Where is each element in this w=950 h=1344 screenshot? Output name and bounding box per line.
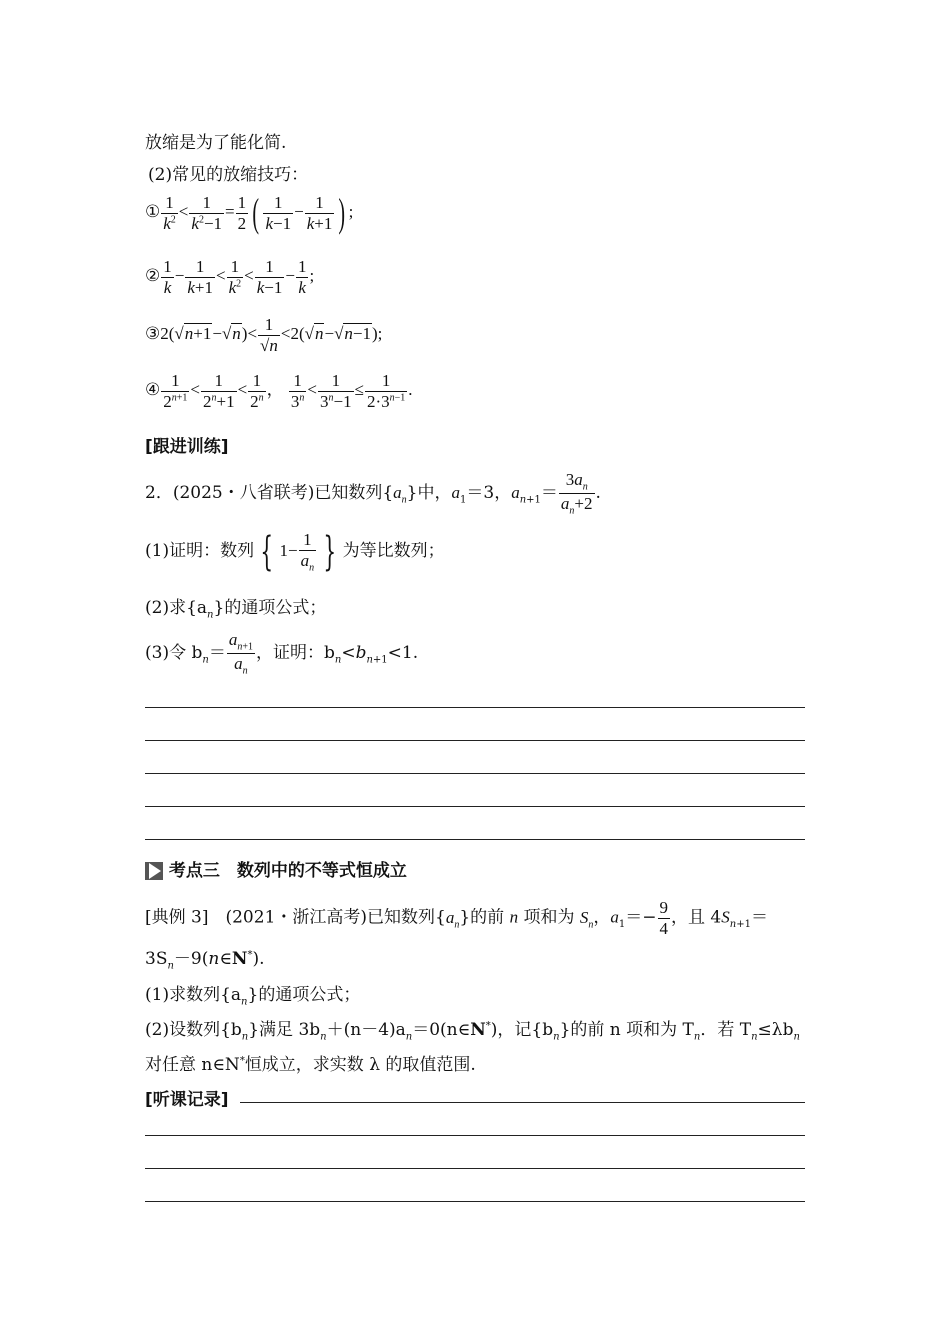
problem-2-q2-tail: }的通项公式； xyxy=(213,598,327,618)
formula-1: ① $\frac{1}{k^2}$ < $\frac{1}{k^2-1}$ = $\frac{1}{2}$ ( $\frac{1}{k-1}$ − $\frac{1}{k+1}$ ) ; xyxy=(145,190,354,236)
section-heading xyxy=(145,856,407,881)
example-3-q2-line-2: 对任意 n∈N*恒成立，求实数 λ 的取值范围. xyxy=(145,1055,476,1075)
example-3-tail: ，且 4 xyxy=(671,907,722,928)
q2-part-e: )，记{b xyxy=(490,1020,554,1040)
example-3-label: [典例 3] xyxy=(145,907,209,928)
example-3-q1: (1)求数列$\{a_n\}$的通项公式； xyxy=(145,985,361,1008)
q2-line2-text: 对任意 n∈N xyxy=(145,1055,240,1075)
intro-line-2: (2)常见的放缩技巧： xyxy=(148,165,309,185)
answer-line xyxy=(145,740,805,741)
q2-part-b: }满足 3b xyxy=(248,1020,321,1040)
example-3-q2: (2)设数列$\{b_n\}$满足 $3b_n+(n-4)a_n=0(n\in N^*)$，记$\{b_n\}$的前 n 项和为 $T_n$．若 $T_n\le\lambda b_n$ xyxy=(145,1020,800,1043)
q2-part-a: (2)设数列{b xyxy=(145,1020,242,1040)
example-3-line-2: $3S_n-9(n\in N^*)$. xyxy=(145,949,265,972)
answer-line xyxy=(145,839,805,840)
problem-2-q1-text: (1)证明：数列 xyxy=(145,541,255,562)
notes-line xyxy=(240,1102,805,1103)
formula-3-mark: ③ xyxy=(145,323,161,343)
intro-line-1: 放缩是为了能化简. xyxy=(145,133,287,153)
followup-title: [跟进训练] xyxy=(145,437,229,457)
notes-line xyxy=(145,1201,805,1202)
problem-2-q3: (3)令 $b_n=$ $\frac{a_{n+1}}{a_n}$ ，证明：$b_n<b_{n+1}<1$. xyxy=(145,630,419,677)
notes-line xyxy=(145,1135,805,1136)
q2-part-g: ．若 T xyxy=(700,1020,752,1040)
formula-2: ② $\frac{1}{k}$ − $\frac{1}{k+1}$ < $\frac{1}{k^2}$ < $\frac{1}{k-1}$ − $\frac{1}{k}$ ; xyxy=(145,257,315,297)
example-3-stem: [典例 3] (2021・浙江高考)已知数列$\{a_n\}$的前 n 项和为 $S_n$，$a_1=-$ $\frac{9}{4}$ ，且 $4S_{n+1}=$ xyxy=(145,898,768,938)
problem-2-stem: 2．(2025・八省联考)已知数列$\{a_n\}$中，$a_1=3$，$a_{n+1}=$ $\frac{3a_n}{a_n+2}$ . xyxy=(145,470,601,517)
example-3-q1-text: (1)求数列{a xyxy=(145,985,242,1005)
answer-line xyxy=(145,707,805,708)
play-triangle-icon xyxy=(145,862,163,880)
formula-4: ④ $\frac{1}{2^{n+1}}$ < $\frac{1}{2^n+1}$ < $\frac{1}{2^n}$ ， $\frac{1}{3^n}$ < $\frac{1}{3^n-1}$ ≤ $\frac{1}{2\cdot 3^{n-1}}$ . xyxy=(145,371,413,411)
formula-2-mark: ② xyxy=(145,265,161,285)
q2-part-f: }的前 n 项和为 T xyxy=(559,1020,694,1040)
answer-line xyxy=(145,773,805,774)
section-title: 考点三 数列中的不等式恒成立 xyxy=(168,861,407,881)
q2-line2-tail: 恒成立，求实数 λ 的取值范围. xyxy=(244,1055,476,1075)
example-3-q1-tail: }的通项公式； xyxy=(247,985,361,1005)
formula-1-mark: ① xyxy=(145,201,161,221)
answer-line xyxy=(145,806,805,807)
q2-part-c: ＋(n－4)a xyxy=(326,1020,406,1040)
formula-3: ③2(√n+1−√n)< $\frac{1}{√n}$ <2(√n−√n−1); xyxy=(145,315,383,355)
example-3-after-an: }的前 xyxy=(459,907,510,928)
problem-2-q3-tail: ，证明：b xyxy=(255,642,335,663)
problem-2-q3-text: (3)令 b xyxy=(145,642,203,663)
notes-label: [听课记录] xyxy=(145,1090,229,1110)
problem-2-mid: }中， xyxy=(406,482,452,503)
problem-2-q2-text: (2)求{a xyxy=(145,598,208,618)
q2-part-d: ＝0(n∈ xyxy=(412,1020,471,1040)
example-3-line2-text: 3S xyxy=(145,949,168,969)
problem-2-q1-tail: 为等比数列； xyxy=(342,541,445,562)
example-3-source: (2021・浙江高考)已知数列{ xyxy=(225,907,446,928)
formula-4-mark: ④ xyxy=(145,379,161,399)
notes-line xyxy=(145,1168,805,1169)
problem-2-q1: (1)证明：数列 { 1− $\frac{1}{a_n}$ } 为等比数列； xyxy=(145,528,445,575)
problem-2-q2: (2)求$\{a_n\}$的通项公式； xyxy=(145,598,327,621)
q2-part-h: ≤λb xyxy=(757,1020,794,1040)
example-3-sum-text: 项和为 xyxy=(518,907,580,928)
problem-2-head: 2．(2025・八省联考)已知数列{ xyxy=(145,482,394,503)
